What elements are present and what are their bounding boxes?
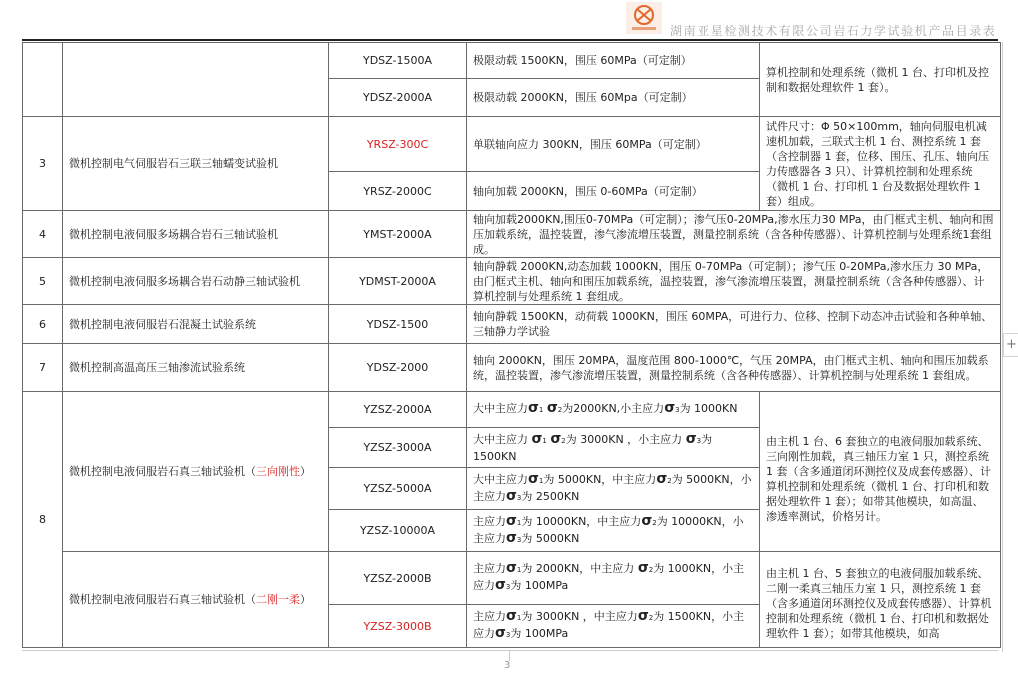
spec-text: 大中主应力 <box>473 432 528 446</box>
table-row <box>23 344 1001 392</box>
model-cell: YZSZ-3000A <box>329 428 467 468</box>
spec-text: 主应力 <box>473 514 506 528</box>
config-cell: 由主机 1 台、5 套独立的电液伺服加载系统、二刚一柔真三轴压力室 1 只，测控系统 1 套（含多通道闭环测控仪及成套传感器）、计算机控制和处理系统（微机 1 台、打印机和数据处理软件 1 套）；如带其他模块，如高 <box>760 552 1001 648</box>
table-row <box>23 211 1001 258</box>
product-name-cell <box>63 392 329 552</box>
spec-text: 为 2500KN <box>521 489 580 503</box>
sigma-symbol: σ <box>495 625 506 641</box>
product-name-cell: 微机控制电液伺服岩石混凝土试验系统 <box>63 305 329 344</box>
row-number-cell: 8 <box>23 392 63 648</box>
sigma-symbol: σ <box>656 470 668 487</box>
product-name-highlight: 三向刚性 <box>256 465 300 478</box>
spec-text: 为 10000KN，小主应力 <box>473 514 744 545</box>
spec-cell: 极限动载 2000KN，围压 60Mpa（可定制） <box>467 79 760 117</box>
spec-text: 为 5000KN，小主应力 <box>473 472 752 503</box>
header-divider <box>22 39 998 41</box>
sigma-symbol: σ <box>546 400 558 416</box>
row-number-cell: 5 <box>23 258 63 305</box>
spec-text: 为2000KN,小主应力 <box>562 402 665 415</box>
page-number: 3 <box>504 660 511 671</box>
model-cell: YZSZ-2000A <box>329 392 467 428</box>
sigma-symbol: σ <box>506 512 517 529</box>
spec-cell: 大中主应力σ1为 5000KN，中主应力σ2为 5000KN，小主应力σ3为 2500KN <box>467 468 760 510</box>
model-cell: YDMST-2000A <box>329 258 467 305</box>
model-cell: YDSZ-2000A <box>329 79 467 117</box>
spec-cell: 大中主应力 σ1 σ2为 3000KN ，小主应力 σ3为 1500KN <box>467 428 760 468</box>
product-catalog-table <box>22 42 1001 648</box>
table-row <box>23 117 1001 172</box>
model-cell: YRSZ-300C <box>329 117 467 172</box>
sigma-symbol: σ <box>550 430 562 447</box>
model-cell: YMST-2000A <box>329 211 467 258</box>
spec-cell: 轴向 2000KN，围压 20MPA，温度范围 800-1000℃，气压 20MPA，由门框式主机、轴向和围压加载系统，温控装置，渗气渗流增压装置，测量控制系统（含各种传感器）、计算机控制与处理系统 1 套组成。 <box>467 344 1001 392</box>
spec-cell: 轴向静载 1500KN，动荷载 1000KN，围压 60MPA，可进行力、位移、控制下动态冲击试验和各种单轴、三轴静力学试验 <box>467 305 1001 344</box>
spec-cell: 主应力σ1为 3000KN ，中主应力σ2为 1500KN，小主应力σ3为 100MPa <box>467 605 760 648</box>
product-name-text: ） <box>300 593 311 606</box>
spec-text: 大中主应力 <box>473 472 528 486</box>
spec-cell: 主应力σ1为 10000KN，中主应力σ2为 10000KN，小主应力σ3为 5000KN <box>467 510 760 552</box>
row-number-cell: 3 <box>23 117 63 211</box>
sigma-symbol: σ <box>506 529 517 546</box>
spec-text: 为 1000KN <box>679 402 738 415</box>
spec-text: 为 100MPa <box>510 627 569 640</box>
row-number-cell: 4 <box>23 211 63 258</box>
product-name-text: 微机控制电液伺服岩石真三轴试验机（ <box>69 465 256 478</box>
spec-text: 大中主应力 <box>473 402 528 415</box>
product-name-text: 微机控制电液伺服岩石真三轴试验机（ <box>69 593 256 606</box>
table-row <box>23 552 1001 605</box>
header-title: 湖南亚星检测技术有限公司岩石力学试验机产品目录表 <box>670 24 997 38</box>
model-cell: YZSZ-2000B <box>329 552 467 605</box>
sigma-symbol: σ <box>637 560 649 576</box>
spec-text: 主应力 <box>473 610 506 623</box>
expand-plus-button[interactable]: + <box>1003 333 1018 357</box>
spec-cell: 单联轴向应力 300KN，围压 60MPa（可定制） <box>467 117 760 172</box>
table-row <box>23 392 1001 428</box>
product-name-cell: 微机控制高温高压三轴渗流试验系统 <box>63 344 329 392</box>
sigma-symbol: σ <box>637 608 649 624</box>
spec-cell: 轴向静载 2000KN,动态加载 1000KN，围压 0-70MPa（可定制）；渗气压 0-20MPa,渗水压力 30 MPa，由门框式主机、轴向和围压加载系统，温控装置，渗气渗流增压装置，测量控制系统（含各种传感器）、计算机控制与处理系统 1 套组成。 <box>467 258 1001 305</box>
sigma-symbol: σ <box>495 577 506 593</box>
product-name-cell: 微机控制电液伺服多场耦合岩石动静三轴试验机 <box>63 258 329 305</box>
model-cell: YDSZ-1500 <box>329 305 467 344</box>
model-cell: YDSZ-2000 <box>329 344 467 392</box>
sigma-symbol: σ <box>528 470 539 487</box>
row-number-cell: 6 <box>23 305 63 344</box>
spec-cell: 轴向加载2000KN,围压0-70MPa（可定制）；渗气压0-20MPa,渗水压力30 MPa，由门框式主机、轴向和围压加载系统，温控装置，渗气渗流增压装置，测量控制系统（含各种传感器）、计算机控制与处理系统1套组成。 <box>467 211 1001 258</box>
config-cell: 试件尺寸：Φ 50×100mm，轴向伺服电机减速机加载，三联式主机 1 台、测控系统 1 套（含控制器 1 套，位移、围压、孔压、轴向压力传感器各 3 只）、计算机控制和处理系统（微机 1 台、打印机 1 台及数据处理软件 1 套）组成。 <box>760 117 1001 211</box>
sigma-symbol: σ <box>506 560 517 576</box>
sigma-symbol: σ <box>664 400 676 416</box>
spec-text: 为 1500KN <box>473 432 713 463</box>
model-cell: YZSZ-3000B <box>329 605 467 648</box>
table-row <box>23 258 1001 305</box>
spec-text: 为 3000KN ，中主应力 <box>521 610 638 623</box>
spec-text: 为 100MPa <box>510 579 569 592</box>
spec-text: 为 5000KN <box>521 531 580 545</box>
company-logo-icon <box>626 2 662 34</box>
spec-text: 为 1000KN，小主应力 <box>473 562 745 592</box>
spec-cell: 轴向加载 2000KN，围压 0-60MPa（可定制） <box>467 172 760 211</box>
model-cell: YRSZ-2000C <box>329 172 467 211</box>
sigma-symbol: σ <box>528 400 539 416</box>
row-number-cell: 7 <box>23 344 63 392</box>
spec-text: 为 10000KN，中主应力 <box>521 514 642 528</box>
config-cell: 算机控制和处理系统（微机 1 台、打印机及控制和数据处理软件 1 套）。 <box>760 43 1001 117</box>
config-cell: 由主机 1 台、6 套独立的电液伺服加载系统、三向刚性加载，真三轴压力室 1 只，测控系统 1 套（含多通道闭环测控仪及成套传感器）、计算机控制和处理系统（微机 1 台、打印机和数据处理软件 1 套）；如带其他模块，如高温、渗透率测试，价格另计。 <box>760 392 1001 552</box>
product-name-cell <box>63 552 329 648</box>
model-cell: YDSZ-1500A <box>329 43 467 79</box>
product-name-cell: 微机控制电液伺服多场耦合岩石三轴试验机 <box>63 211 329 258</box>
spec-text: 为 5000KN，中主应力 <box>543 472 657 486</box>
spec-cell: 极限动载 1500KN，围压 60MPa（可定制） <box>467 43 760 79</box>
table-row <box>23 305 1001 344</box>
model-cell: YZSZ-10000A <box>329 510 467 552</box>
sigma-symbol: σ <box>641 512 653 529</box>
row-number-cell <box>23 43 63 117</box>
product-name-cell <box>63 43 329 117</box>
sigma-symbol: σ <box>506 487 517 504</box>
sigma-symbol: σ <box>531 430 543 447</box>
product-name-text: ） <box>300 465 311 478</box>
product-name-highlight: 二刚一柔 <box>256 593 300 606</box>
model-cell: YZSZ-5000A <box>329 468 467 510</box>
product-name-cell: 微机控制电气伺服岩石三联三轴蠕变试验机 <box>63 117 329 211</box>
page-bottom-divider <box>22 650 998 651</box>
table-row <box>23 43 1001 79</box>
spec-text: 主应力 <box>473 562 506 575</box>
spec-text: 为 3000KN ，小主应力 <box>565 432 683 446</box>
spec-cell: 主应力σ1为 2000KN，中主应力 σ2为 1000KN，小主应力σ3为 100MPa <box>467 552 760 605</box>
sigma-symbol: σ <box>506 608 517 624</box>
spec-text: 为 2000KN，中主应力 <box>521 562 635 575</box>
page-header <box>0 0 1018 40</box>
spec-cell: 大中主应力σ1 σ2为2000KN,小主应力σ3为 1000KN <box>467 392 760 428</box>
sigma-symbol: σ <box>685 430 697 447</box>
spec-text: 为 1500KN，小主应力 <box>473 610 745 640</box>
